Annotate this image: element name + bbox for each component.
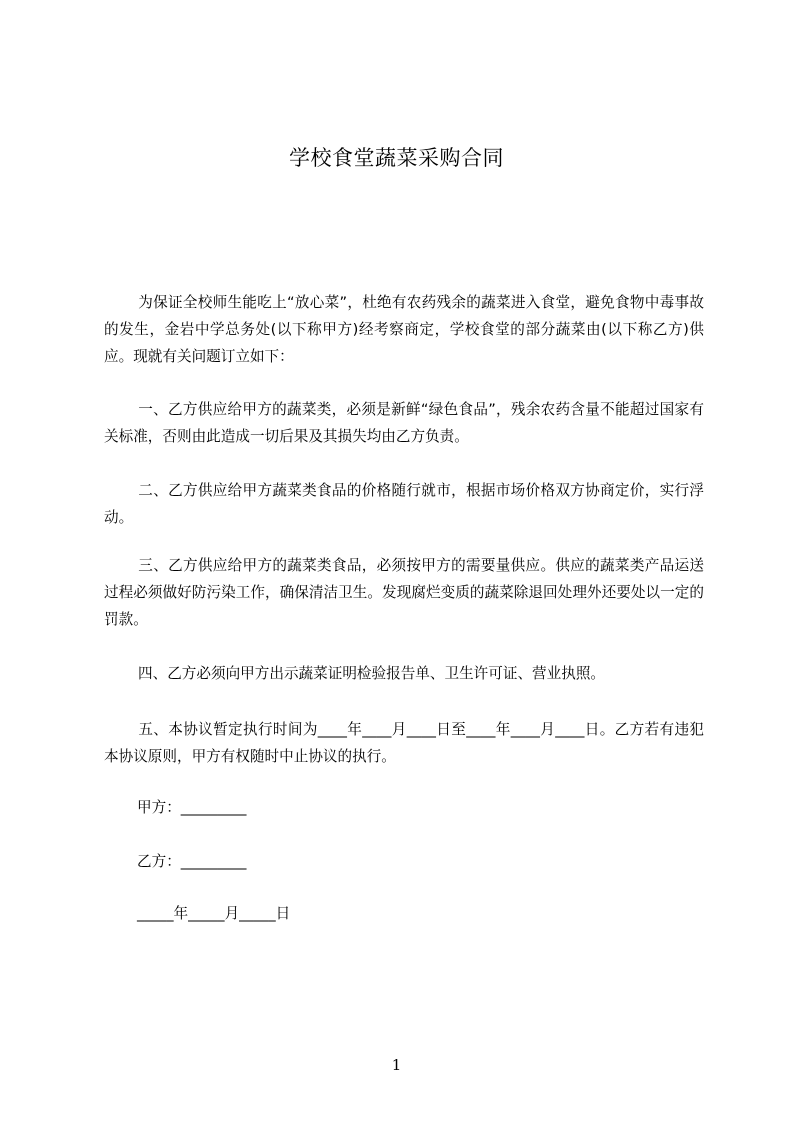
- party-b-signature-line: 乙方：_________: [137, 853, 247, 870]
- page-number: 1: [391, 1056, 402, 1074]
- clause-1-text: 一、乙方供应给甲方的蔬菜类，必须是新鲜“绿色食品”，残余农药含量不能超过国家有关标准，否则由此造成一切后果及其损失均由乙方负责。: [104, 401, 704, 445]
- intro-paragraph-text: 为保证全校师生能吃上“放心菜”，杜绝有农药残余的蔬菜进入食堂，避免食物中毒事故的发生，金岩中学总务处(以下称甲方)经考察商定，学校食堂的部分蔬菜由(以下称乙方)供应。现就有关问题订立如下：: [104, 294, 704, 365]
- clause-2-text: 二、乙方供应给甲方蔬菜类食品的价格随行就市，根据市场价格双方协商定价，实行浮动。: [104, 482, 704, 526]
- intro-paragraph: [104, 289, 704, 370]
- clause-5: [104, 716, 704, 770]
- clause-2: [104, 477, 704, 531]
- clause-4: [104, 660, 704, 687]
- clause-4-text: 四、乙方必须向甲方出示蔬菜证明检验报告单、卫生许可证、营业执照。: [138, 665, 606, 682]
- party-a-signature-line: 甲方：_________: [137, 799, 247, 816]
- clause-3-text: 三、乙方供应给甲方的蔬菜类食品，必须按甲方的需要量供应。供应的蔬菜类产品运送过程必须做好防污染工作，确保清洁卫生。发现腐烂变质的蔬菜除退回处理外还要处以一定的罚款。: [104, 557, 704, 628]
- date-line: _____年_____月_____日: [137, 905, 291, 922]
- clause-5-text: 五、本协议暂定执行时间为____年____月____日至____年____月____日。乙方若有违犯本协议原则，甲方有权随时中止协议的执行。: [104, 721, 704, 765]
- clause-1: [104, 396, 704, 450]
- clause-3: [104, 552, 704, 633]
- document-title: 学校食堂蔬菜采购合同: [289, 146, 504, 170]
